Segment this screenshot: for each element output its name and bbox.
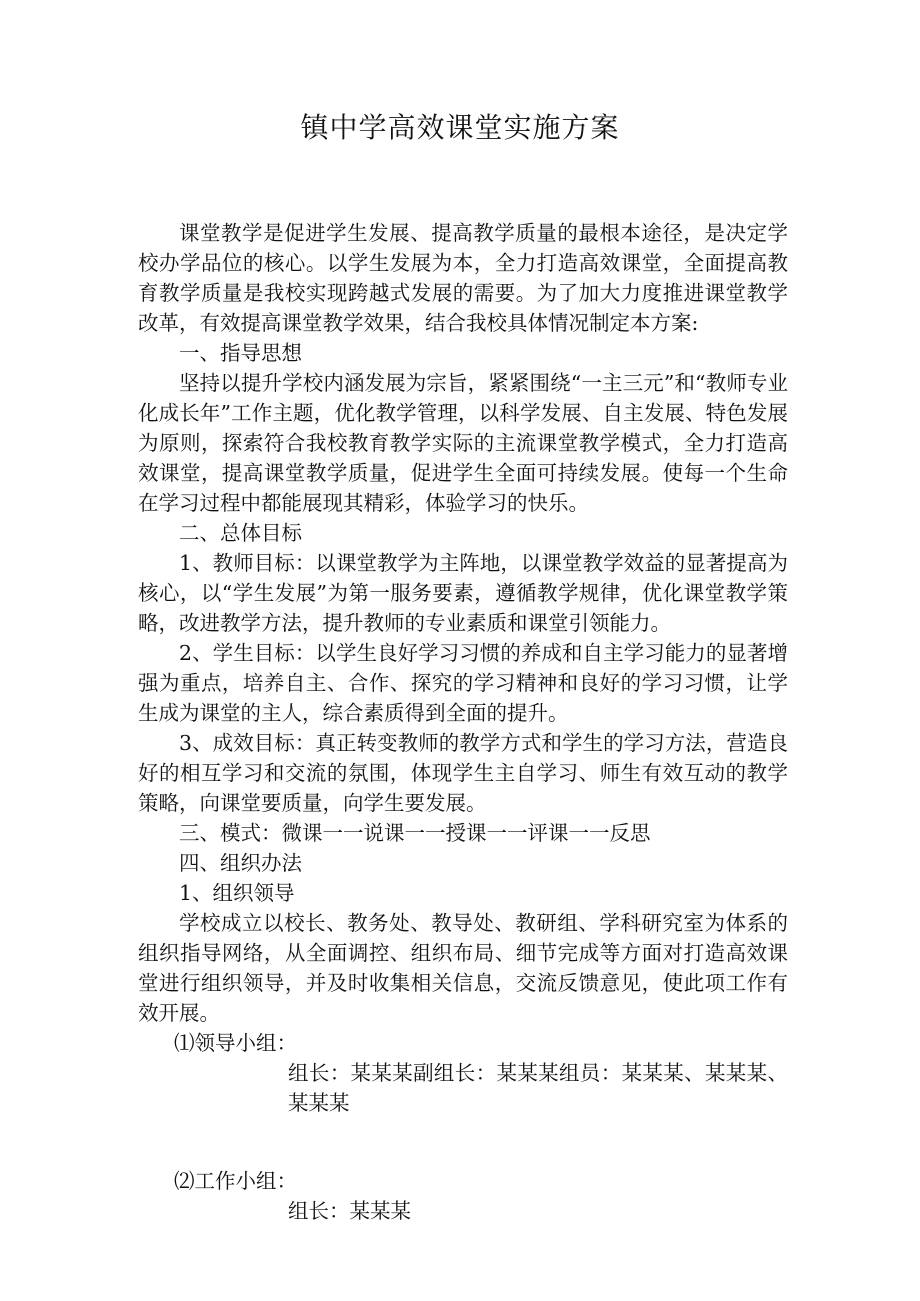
outcome-goal-paragraph: 3、成效目标：真正转变教师的教学方式和学生的学习方法，营造良好的相互学习和交流的氛围，体现学生主自学习、师生有效互动的教学策略，向课堂要质量，向学生要发展。 — [138, 731, 788, 815]
blank-spacer — [138, 1118, 788, 1166]
subsection-heading-leadership: 1、组织领导 — [179, 881, 295, 905]
section-heading-organization: 四、组织办法 — [179, 851, 302, 875]
working-group-label: ⑵工作小组： — [174, 1169, 297, 1193]
section-heading-guiding-thought: 一、指导思想 — [179, 341, 302, 365]
leading-group-members: 组长：某某某副组长：某某某组员：某某某、某某某、某某某 — [288, 1061, 788, 1115]
section-heading-overall-goals: 二、总体目标 — [179, 521, 302, 545]
leading-group-label: ⑴领导小组： — [174, 1031, 297, 1055]
document-body — [138, 218, 788, 1226]
teacher-goal-paragraph: 1、教师目标：以课堂教学为主阵地，以课堂教学效益的显著提高为核心，以“学生发展”为第一服务要素，遵循教学规律，优化课堂教学策略，改进教学方法，提升教师的专业素质和课堂引领能力。 — [138, 551, 788, 635]
document-title: 镇中学高效课堂实施方案 — [300, 111, 620, 144]
student-goal-paragraph: 2、学生目标：以学生良好学习习惯的养成和自主学习能力的显著增强为重点，培养自主、合作、探究的学习精神和良好的学习习惯，让学生成为课堂的主人，综合素质得到全面的提升。 — [138, 641, 788, 725]
intro-paragraph: 课堂教学是促进学生发展、提高教学质量的最根本途径，是决定学校办学品位的核心。以学生发展为本，全力打造高效课堂，全面提高教育教学质量是我校实现跨越式发展的需要。为了加大力度推进课堂教学改革，有效提高课堂教学效果，结合我校具体情况制定本方案: — [138, 221, 788, 335]
leadership-paragraph: 学校成立以校长、教务处、教导处、教研组、学科研究室为体系的组织指导网络，从全面调控、组织布局、细节完成等方面对打造高效课堂进行组织领导，并及时收集相关信息，交流反馈意见，使此项工作有效开展。 — [138, 911, 788, 1025]
guiding-thought-paragraph: 坚持以提升学校内涵发展为宗旨，紧紧围绕“一主三元”和“教师专业化成长年”工作主题，优化教学管理，以科学发展、自主发展、特色发展为原则，探索符合我校教育教学实际的主流课堂教学模式，全力打造高效课堂，提高课堂教学质量，促进学生全面可持续发展。使每一个生命在学习过程中都能展现其精彩，体验学习的快乐。 — [138, 371, 788, 515]
section-heading-model: 三、模式：微课一一说课一一授课一一评课一一反思 — [179, 821, 651, 845]
working-group-members: 组长：某某某 — [288, 1199, 411, 1223]
